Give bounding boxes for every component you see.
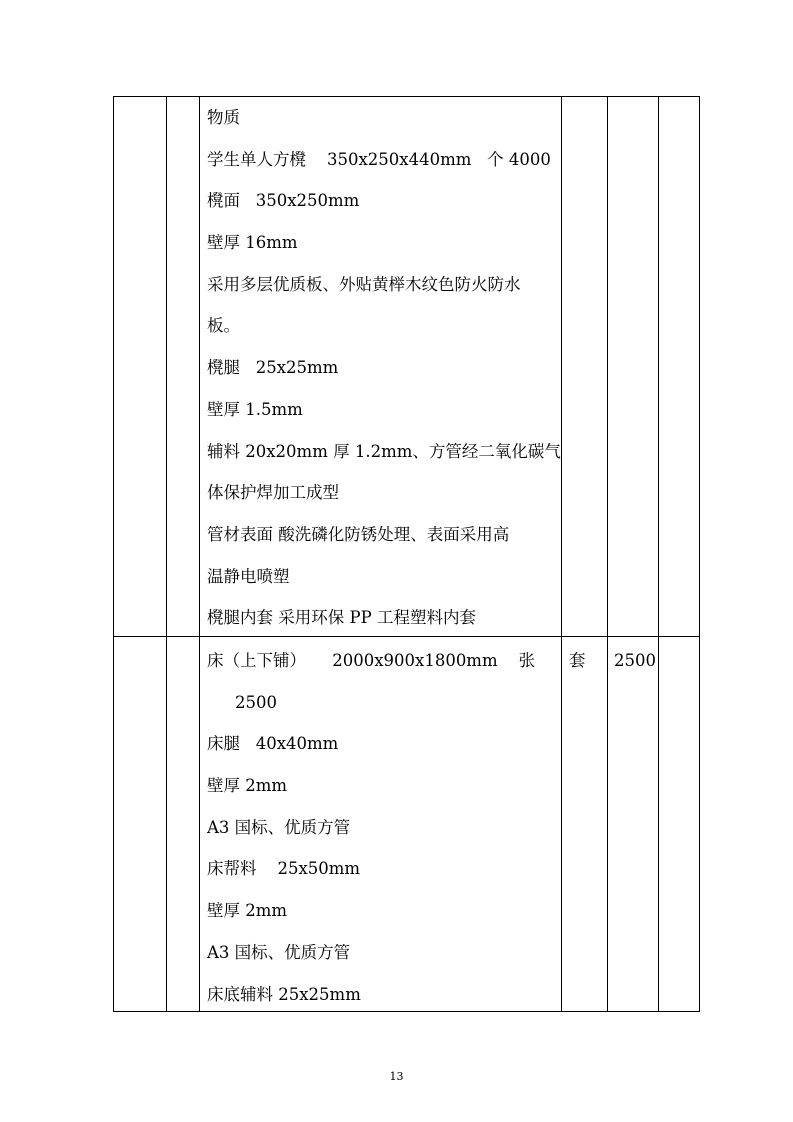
text-line: 壁厚 2mm <box>207 776 288 796</box>
text-line: A3 国标、优质方管 <box>207 942 351 962</box>
row2-unit: 套 <box>569 651 586 670</box>
text-line: 床帮料 25x50mm <box>207 859 361 879</box>
text-line: 板。 <box>207 316 240 336</box>
column-divider <box>166 97 167 1011</box>
text-line: A3 国标、优质方管 <box>207 817 351 837</box>
text-line: 2500 <box>235 692 277 712</box>
text-line: 壁厚 2mm <box>207 901 288 921</box>
text-line: 櫈面 350x250mm <box>207 191 360 211</box>
column-divider <box>561 97 562 1011</box>
text-line: 学生单人方櫈 350x250x440mm 个 4000 <box>207 149 551 169</box>
column-divider <box>199 97 200 1011</box>
text-line: 壁厚 1.5mm <box>207 399 303 419</box>
text-line: 壁厚 16mm <box>207 233 298 253</box>
column-divider <box>658 97 659 1011</box>
text-line: 櫈腿内套 采用环保 PP 工程塑料内套 <box>207 608 476 628</box>
row2-description <box>207 640 535 1015</box>
text-line: 体保护焊加工成型 <box>207 483 339 503</box>
column-divider <box>607 97 608 1011</box>
text-line: 温静电喷塑 <box>207 566 290 586</box>
text-line: 床腿 40x40mm <box>207 734 339 754</box>
text-line: 床底辅料 25x25mm <box>207 984 361 1004</box>
page-number: 13 <box>389 1070 404 1083</box>
text-line: 管材表面 酸洗磷化防锈处理、表面采用高 <box>207 524 510 544</box>
text-line: 櫈腿 25x25mm <box>207 358 339 378</box>
text-line: 床（上下铺） 2000x900x1800mm 张 <box>207 651 536 670</box>
text-line: 采用多层优质板、外贴黄榉木纹色防火防水 <box>207 274 521 294</box>
text-line: 辅料 20x20mm 厚 1.2mm、方管经二氧化碳气 <box>207 441 561 461</box>
spec-table <box>113 96 700 1012</box>
row2-quantity: 2500 <box>614 651 656 670</box>
text-line: 物质 <box>207 108 240 127</box>
row1-description <box>207 97 561 639</box>
